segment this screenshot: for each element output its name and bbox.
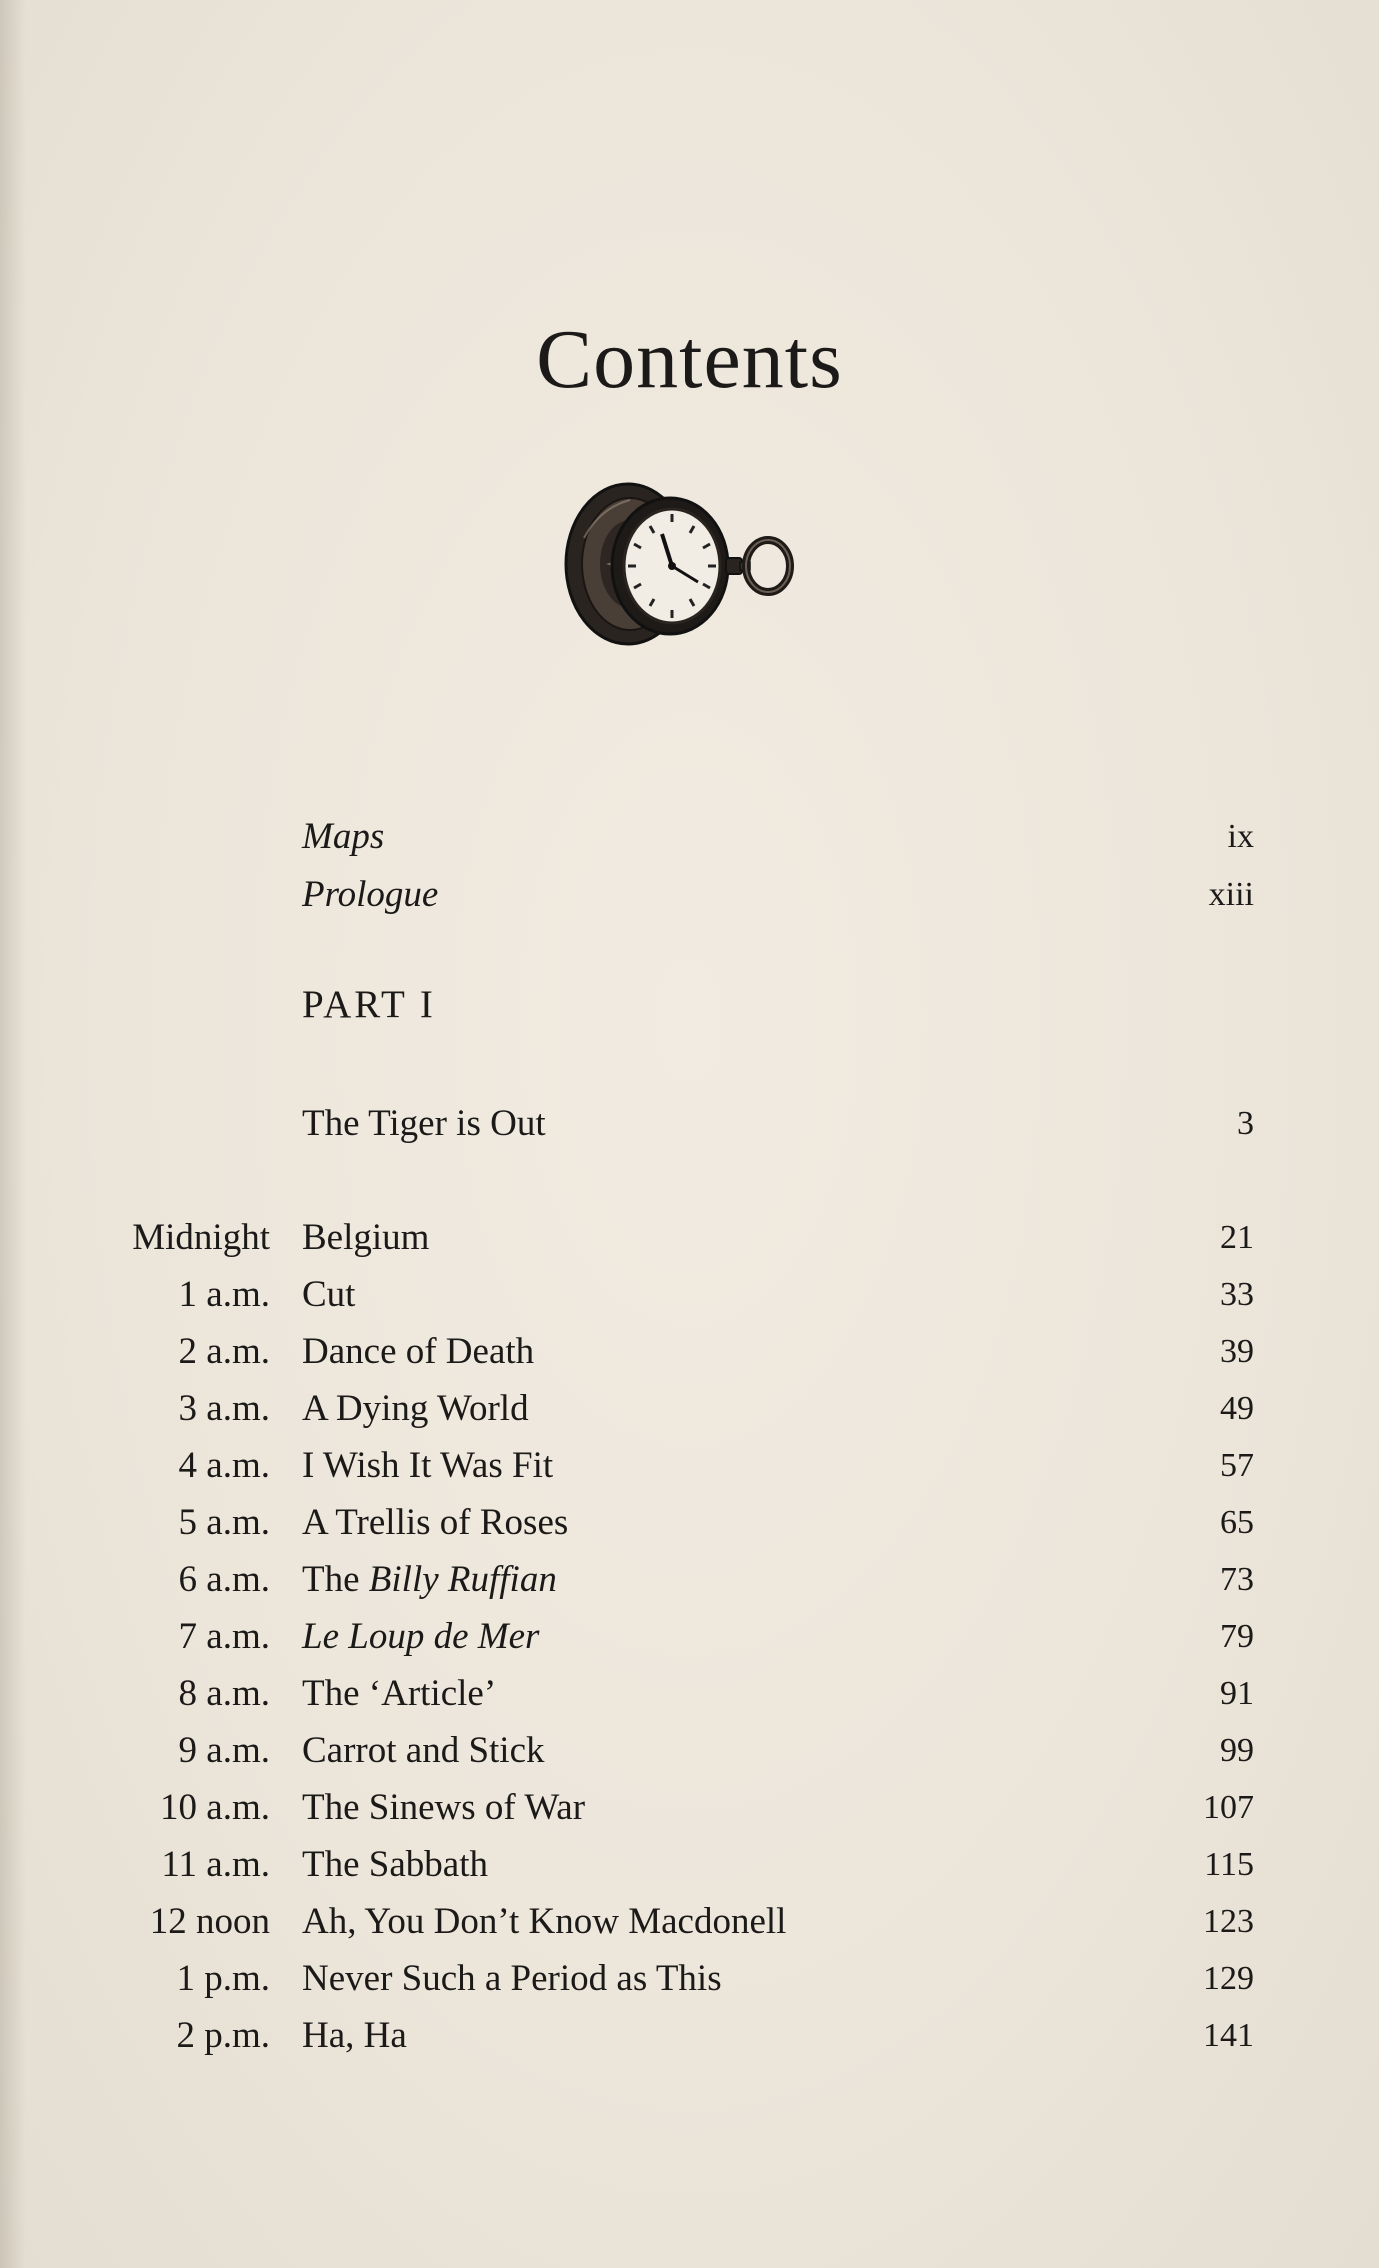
entry-title: Le Loup de Mer xyxy=(302,1616,540,1657)
entry-time: 11 a.m. xyxy=(161,1844,270,1885)
entry-title: The Sinews of War xyxy=(302,1787,586,1828)
entry-title: The ‘Article’ xyxy=(302,1673,497,1714)
entry-time: 1 p.m. xyxy=(176,1958,270,1999)
entry-title: Prologue xyxy=(302,874,439,915)
entry-page-number: 21 xyxy=(1220,1219,1254,1256)
toc-entry-chapter xyxy=(0,1669,1379,1719)
entry-title: Maps xyxy=(302,816,385,857)
entry-time: 3 a.m. xyxy=(178,1388,270,1429)
entry-page-number: 57 xyxy=(1220,1447,1254,1484)
entry-title: Ah, You Don’t Know Macdonell xyxy=(302,1901,787,1942)
entry-title: A Dying World xyxy=(302,1388,529,1429)
part-heading: PART I xyxy=(302,983,436,1026)
toc-entry-chapter xyxy=(0,1897,1379,1947)
entry-title-prefix: The xyxy=(302,1559,369,1600)
entry-page-number: 115 xyxy=(1204,1846,1254,1883)
toc-entry-chapter xyxy=(0,2011,1379,2061)
entry-time: 12 noon xyxy=(149,1901,270,1942)
entry-time: 9 a.m. xyxy=(178,1730,270,1771)
page-title: Contents xyxy=(536,313,843,406)
entry-title: Belgium xyxy=(302,1217,430,1258)
pocket-watch-icon xyxy=(550,478,800,658)
toc-entry-chapter xyxy=(0,1213,1379,1263)
entry-title: Dance of Death xyxy=(302,1331,535,1372)
entry-time: Midnight xyxy=(132,1217,270,1258)
toc-entry-maps xyxy=(0,812,1379,862)
entry-title: The Tiger is Out xyxy=(302,1103,546,1144)
toc-entry-prelude xyxy=(0,1099,1379,1149)
toc-entry-chapter xyxy=(0,1384,1379,1434)
entry-title: Carrot and Stick xyxy=(302,1730,545,1771)
toc-entry-chapter xyxy=(0,1783,1379,1833)
entry-time: 2 p.m. xyxy=(176,2015,270,2056)
toc-entry-chapter xyxy=(0,1555,1379,1605)
entry-page-number: 129 xyxy=(1203,1960,1254,1997)
entry-page-number: 107 xyxy=(1203,1789,1254,1826)
entry-page-number: 39 xyxy=(1220,1333,1254,1370)
toc-entry-chapter xyxy=(0,1498,1379,1548)
toc-entry-chapter xyxy=(0,1270,1379,1320)
entry-time: 4 a.m. xyxy=(178,1445,270,1486)
entry-title: Never Such a Period as This xyxy=(302,1958,722,1999)
toc-entry-chapter xyxy=(0,1327,1379,1377)
toc-entry-chapter xyxy=(0,1726,1379,1776)
entry-page-number: 99 xyxy=(1220,1732,1254,1769)
entry-title xyxy=(302,1555,557,1605)
entry-title-italic: Billy Ruffian xyxy=(368,1559,557,1600)
toc-entry-chapter xyxy=(0,1441,1379,1491)
entry-page-number: 3 xyxy=(1237,1105,1254,1142)
toc-entry-chapter xyxy=(0,1954,1379,2004)
entry-page-number: 73 xyxy=(1220,1561,1254,1598)
entry-time: 2 a.m. xyxy=(178,1331,270,1372)
entry-page-number: 91 xyxy=(1220,1675,1254,1712)
toc-entry-chapter xyxy=(0,1840,1379,1890)
entry-time: 10 a.m. xyxy=(160,1787,270,1828)
entry-title: Cut xyxy=(302,1274,356,1315)
entry-page-number: 123 xyxy=(1203,1903,1254,1940)
entry-title: Ha, Ha xyxy=(302,2015,407,2056)
entry-time: 6 a.m. xyxy=(178,1559,270,1600)
entry-page-number: 79 xyxy=(1220,1618,1254,1655)
entry-page-number: 141 xyxy=(1203,2017,1254,2054)
toc-entry-chapter xyxy=(0,1612,1379,1662)
entry-title: The Sabbath xyxy=(302,1844,488,1885)
entry-time: 8 a.m. xyxy=(178,1673,270,1714)
entry-page-number: xiii xyxy=(1208,876,1254,913)
entry-page-number: 49 xyxy=(1220,1390,1254,1427)
entry-page-number: 65 xyxy=(1220,1504,1254,1541)
entry-page-number: 33 xyxy=(1220,1276,1254,1313)
entry-title: I Wish It Was Fit xyxy=(302,1445,554,1486)
entry-time: 7 a.m. xyxy=(178,1616,270,1657)
entry-page-number: ix xyxy=(1227,818,1254,855)
entry-title: A Trellis of Roses xyxy=(302,1502,569,1543)
toc-entry-prologue xyxy=(0,870,1379,920)
entry-time: 1 a.m. xyxy=(178,1274,270,1315)
entry-time: 5 a.m. xyxy=(178,1502,270,1543)
